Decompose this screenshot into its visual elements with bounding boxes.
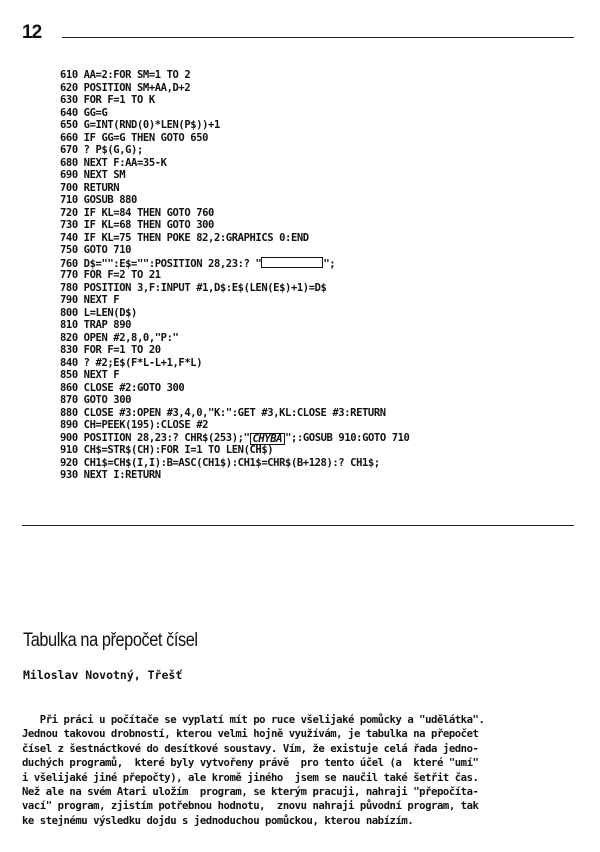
code-line: 610 AA=2:FOR SM=1 TO 2 <box>60 69 191 81</box>
inverse-text-box: CHYBA <box>250 433 286 445</box>
listing-divider <box>22 525 574 526</box>
code-line: 780 POSITION 3,F:INPUT #1,D$:E$(LEN(E$)+1)=D$ <box>60 281 327 294</box>
code-line: 710 GOSUB 880 <box>60 194 137 206</box>
code-line: 630 FOR F=1 TO K <box>60 94 155 106</box>
code-segment: "; <box>323 257 336 270</box>
code-line: 820 OPEN #2,8,0,"P:" <box>60 331 179 344</box>
body-line: ke stejnému výsledku dojdu s jednoduchou pomůckou, kterou nabízím. <box>22 814 414 827</box>
inverse-blank-box <box>261 257 323 268</box>
code-segment: ";:GOSUB 910:GOTO 710 <box>285 431 410 444</box>
code-line: 640 GG=G <box>60 106 108 119</box>
code-line: 720 IF KL=84 THEN GOTO 760 <box>60 206 214 219</box>
body-line: čísel z šestnáctkové do desítkové soustavy. Vím, že existuje celá řada jedno- <box>22 742 479 755</box>
code-line: 700 RETURN <box>60 181 120 194</box>
code-line: 850 NEXT F <box>60 369 120 381</box>
code-segment: 760 D$="":E$="":POSITION 28,23:? " <box>60 257 262 270</box>
article-author: Miloslav Novotný, Třešť <box>23 668 183 682</box>
code-line: 870 GOTO 300 <box>60 394 132 406</box>
code-line: 840 ? #2;E$(F*L-L+1,F*L) <box>60 356 203 369</box>
code-line: 860 CLOSE #2:GOTO 300 <box>60 381 185 394</box>
code-line: 920 CH1$=CH$(I,I):B=ASC(CH1$):CH1$=CHR$(B+128):? CH1$; <box>60 456 380 469</box>
code-segment: 900 POSITION 28,23:? CHR$(253);" <box>60 431 250 444</box>
page-number: 12 <box>22 22 42 43</box>
code-line: 660 IF GG=G THEN GOTO 650 <box>60 131 209 144</box>
code-line: 670 ? P$(G,G); <box>60 144 143 156</box>
code-line: 750 GOTO 710 <box>60 244 132 256</box>
code-line: 810 TRAP 890 <box>60 319 132 331</box>
body-line: Než ale na svém Atari uložím program, se kterým pracuji, nahraji "přepočíta- <box>22 786 479 799</box>
code-line: 910 CH$=STR$(CH):FOR I=1 TO LEN(CH$) <box>60 444 274 456</box>
code-line: 830 FOR F=1 TO 20 <box>60 344 161 356</box>
code-line: 930 NEXT I:RETURN <box>60 469 161 481</box>
code-line: 880 CLOSE #3:OPEN #3,4,0,"K:":GET #3,KL:CLOSE #3:RETURN <box>60 406 386 419</box>
code-line: 890 CH=PEEK(195):CLOSE #2 <box>60 419 209 431</box>
body-line: vací" program, zjistím potřebnou hodnotu, znovu nahraji původní program, tak <box>22 800 479 813</box>
code-line <box>60 257 409 270</box>
code-line: 690 NEXT SM <box>60 169 126 181</box>
article-body <box>22 713 578 828</box>
code-line <box>60 432 409 445</box>
header-rule <box>62 37 574 38</box>
body-line: i všelijaké jiné přepočty), ale kromě jiného jsem se naučil také šetřit čas. <box>22 771 479 784</box>
code-line: 650 G=INT(RND(0)*LEN(P$))+1 <box>60 119 220 131</box>
code-line: 770 FOR F=2 TO 21 <box>60 269 161 281</box>
code-line: 620 POSITION SM+AA,D+2 <box>60 81 191 94</box>
body-line: duchých programů, které byly vytvořeny právě pro tento účel (a které "umí" <box>22 757 479 770</box>
code-line: 790 NEXT F <box>60 294 120 306</box>
code-line: 730 IF KL=68 THEN GOTO 300 <box>60 219 214 231</box>
body-line: Při práci u počítače se vyplatí mít po ruce všelijaké pomůcky a "udělátka". <box>22 714 485 726</box>
body-line: Jednou takovou drobností, kterou velmi hojně využívám, je tabulka na přepočet <box>22 728 479 741</box>
code-line: 800 L=LEN(D$) <box>60 306 137 319</box>
code-line: 680 NEXT F:AA=35-K <box>60 156 167 169</box>
code-line: 740 IF KL=75 THEN POKE 82,2:GRAPHICS 0:END <box>60 231 309 244</box>
article-title: Tabulka na přepočet čísel <box>23 630 198 651</box>
basic-listing <box>60 69 409 482</box>
